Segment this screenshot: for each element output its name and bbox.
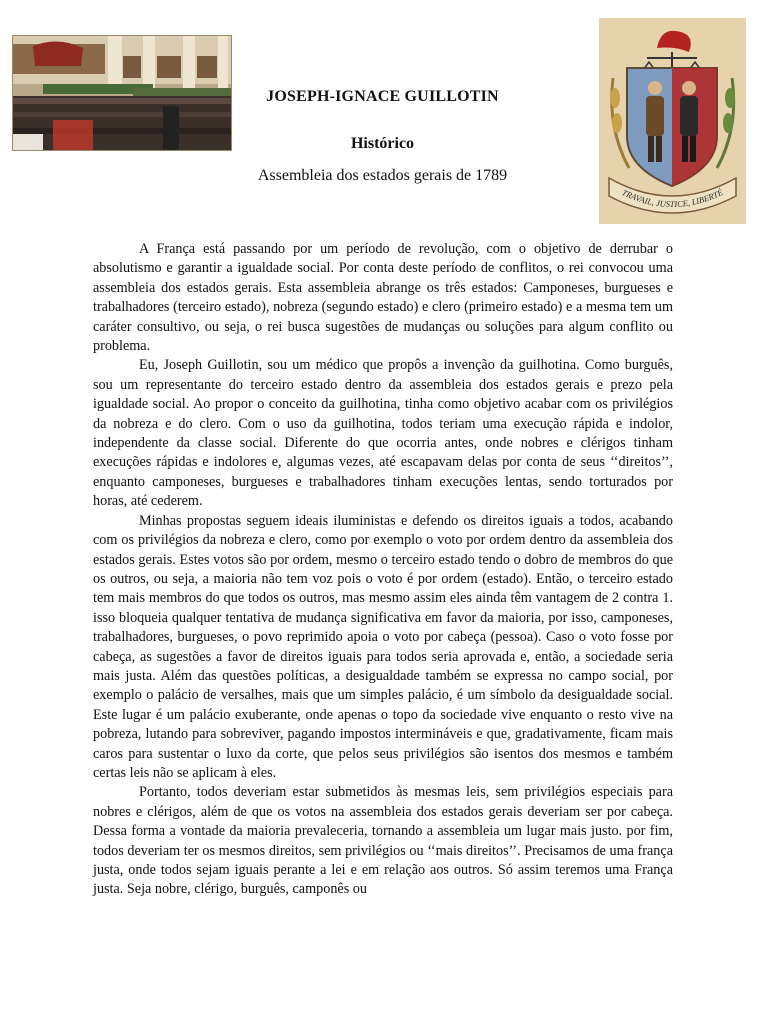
estates-general-painting [12, 35, 232, 151]
document-body [93, 240, 673, 900]
paragraph: A França está passando por um período de revolução, com o objetivo de derrubar o absolutismo e garantir a igualdade social. Por conta deste período de conflitos, o rei convocou uma assembleia dos estados gerais. Esta assembleia abrange os três estados: Camponeses, burgueses e trabalhadores (terceiro estado), nobreza (segundo estado) e clero (primeiro estado) e a mesma tem um caráter consultivo, ou seja, o rei busca sugestões de mudanças ou soluções para algum conflito ou problema. [93, 241, 673, 355]
paragraph: Eu, Joseph Guillotin, sou um médico que propôs a invenção da guilhotina. Como burguês, sou um representante do terceiro estado dentro da assembleia dos estados gerais e prezo pela igualdade social. Ao propor o conceito da guilhotina, tinha como objetivo acabar com os privilégios da nobreza e do clero. Com o uso da guilhotina, todos teriam uma execução rápida e indolor, independente da classe social. Diferente do que ocorria antes, onde nobres e clérigos tinham execuções rápidas e indolores e, algumas vezes, até escapavam delas por conta de seus ‘‘direitos’’, enquanto camponeses, burgueses e trabalhadores tinham execuções lentas, sendo torturados por horas, até cederem. [93, 357, 673, 510]
document-title: JOSEPH-IGNACE GUILLOTIN [266, 88, 499, 105]
crest-motto: TRAVAIL, JUSTICE, LIBERTÉ [620, 187, 725, 210]
paragraph: Portanto, todos deveriam estar submetidos às mesmas leis, sem privilégios especiais para nobres e clérigos, além de que os votos na assembleia dos estados gerais deveriam ser por cabeça. Dessa forma a vontade da maioria prevaleceria, tornando a assembleia um lugar mais justo. por fim, todos deveriam ter os mesmos direitos, sem privilégios ou ‘‘mais direitos’’. Precisamos de uma frança justa, onde todos sejam iguais perante a lei e em relação aos outros. Só assim teremos uma França justa. Seja nobre, clérigo, burguês, camponês ou [93, 784, 673, 898]
coat-of-arms-image [599, 18, 746, 224]
section-heading: Histórico [350, 135, 415, 152]
document-subtitle: Assembleia dos estados gerais de 1789 [257, 167, 508, 184]
paragraph: Minhas propostas seguem ideais iluministas e defendo os direitos iguais a todos, acabando com os privilégios da nobreza e clero, como por exemplo o voto por ordem dentro da assembleia dos estados gerais. Estes votos são por ordem, mesmo o terceiro estado tendo o dobro de membros do que os outros, ou seja, a maioria não tem voz pois o voto é por ordem (estado). Então, o terceiro estado tem mais membros do que todos os outros, mas mesmo assim eles ainda têm vantagem de 2 contra 1. isso bloqueia qualquer tentativa de mudança significativa em favor da maioria, por isso, camponeses, trabalhadores, burgueses, o povo reprimido apoia o voto por cabeça (pessoa). Caso o voto fosse por cabeça, as sugestões a favor de direitos iguais para todos seria aprovada e, então, a sociedade seria mais justa. Além das questões políticas, a desigualdade também se expressa no campo social, por exemplo o palácio de versalhes, mais que um simples palácio, é um símbolo da desigualdade social. Este lugar é um palácio exuberante, onde apenas o topo da sociedade vive enquanto o resto vive na pobreza, lutando para sobreviver, pagando impostos intermináveis e que, gradativamente, ficam mais caros para sustentar o luxo da corte, que pelos seus privilégios são isentos dos mesmos e também certas leis não se aplicam à eles. [93, 512, 673, 781]
